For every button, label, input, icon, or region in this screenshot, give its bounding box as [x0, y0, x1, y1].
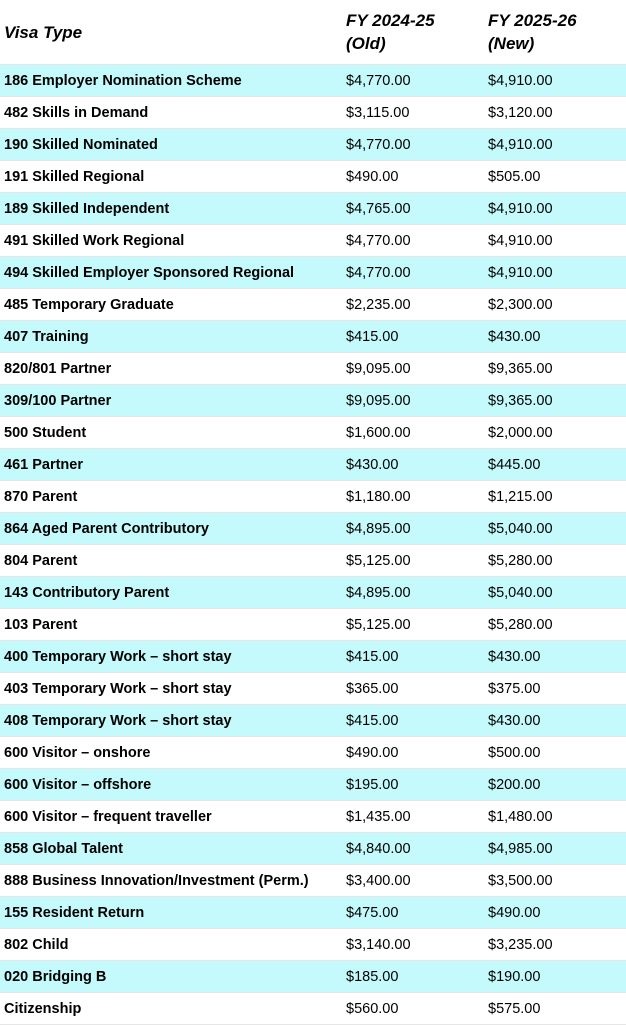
fee-2024-25-cell: $3,140.00 [342, 929, 484, 961]
fee-2024-25-cell: $4,770.00 [342, 257, 484, 289]
header-visa-type: Visa Type [0, 0, 342, 65]
fee-2025-26-cell: $375.00 [484, 673, 626, 705]
fee-2024-25-cell: $4,895.00 [342, 513, 484, 545]
fee-2024-25-cell: $560.00 [342, 993, 484, 1025]
table-row [0, 961, 626, 993]
fee-2025-26-cell: $5,280.00 [484, 609, 626, 641]
fee-2025-26-cell: $3,500.00 [484, 865, 626, 897]
fee-2024-25-cell: $1,600.00 [342, 417, 484, 449]
visa-type-cell: 155 Resident Return [0, 897, 342, 929]
fee-2025-26-cell: $4,910.00 [484, 225, 626, 257]
fee-2024-25-cell: $2,235.00 [342, 289, 484, 321]
fee-2024-25-cell: $365.00 [342, 673, 484, 705]
fee-2024-25-cell: $9,095.00 [342, 385, 484, 417]
visa-type-cell: 600 Visitor – frequent traveller [0, 801, 342, 833]
table-row [0, 513, 626, 545]
fee-2024-25-cell: $1,180.00 [342, 481, 484, 513]
fee-2024-25-cell: $3,115.00 [342, 97, 484, 129]
visa-type-cell: 143 Contributory Parent [0, 577, 342, 609]
visa-type-cell: 494 Skilled Employer Sponsored Regional [0, 257, 342, 289]
visa-type-cell: 864 Aged Parent Contributory [0, 513, 342, 545]
visa-type-cell: 802 Child [0, 929, 342, 961]
fee-2024-25-cell: $4,770.00 [342, 65, 484, 97]
table-row [0, 833, 626, 865]
header-fy-2025-26: FY 2025-26 (New) [484, 0, 626, 65]
table-row [0, 705, 626, 737]
visa-type-cell: 189 Skilled Independent [0, 193, 342, 225]
fee-2025-26-cell: $4,910.00 [484, 129, 626, 161]
table-header-row [0, 0, 626, 65]
table-row [0, 321, 626, 353]
fee-2025-26-cell: $200.00 [484, 769, 626, 801]
fee-2025-26-cell: $4,910.00 [484, 257, 626, 289]
fee-2025-26-cell: $505.00 [484, 161, 626, 193]
fee-2024-25-cell: $4,895.00 [342, 577, 484, 609]
fee-2024-25-cell: $4,770.00 [342, 225, 484, 257]
table-row [0, 65, 626, 97]
visa-type-cell: 400 Temporary Work – short stay [0, 641, 342, 673]
fee-2025-26-cell: $2,000.00 [484, 417, 626, 449]
table-row [0, 193, 626, 225]
visa-type-cell: 600 Visitor – onshore [0, 737, 342, 769]
fee-2025-26-cell: $5,040.00 [484, 513, 626, 545]
visa-type-cell: 186 Employer Nomination Scheme [0, 65, 342, 97]
table-row [0, 417, 626, 449]
table-row [0, 641, 626, 673]
fee-2024-25-cell: $4,765.00 [342, 193, 484, 225]
table-body [0, 65, 626, 1025]
fee-2024-25-cell: $9,095.00 [342, 353, 484, 385]
visa-type-cell: 103 Parent [0, 609, 342, 641]
table-row [0, 865, 626, 897]
visa-type-cell: 858 Global Talent [0, 833, 342, 865]
fee-2025-26-cell: $9,365.00 [484, 385, 626, 417]
fee-2025-26-cell: $190.00 [484, 961, 626, 993]
visa-type-cell: 485 Temporary Graduate [0, 289, 342, 321]
visa-type-cell: 403 Temporary Work – short stay [0, 673, 342, 705]
table-row [0, 161, 626, 193]
fee-2024-25-cell: $415.00 [342, 321, 484, 353]
fee-2024-25-cell: $1,435.00 [342, 801, 484, 833]
visa-type-cell: 804 Parent [0, 545, 342, 577]
table-row [0, 737, 626, 769]
visa-type-cell: 461 Partner [0, 449, 342, 481]
visa-type-cell: Citizenship [0, 993, 342, 1025]
fee-2024-25-cell: $475.00 [342, 897, 484, 929]
fee-2024-25-cell: $415.00 [342, 705, 484, 737]
table-row [0, 129, 626, 161]
table-row [0, 353, 626, 385]
visa-type-cell: 191 Skilled Regional [0, 161, 342, 193]
table-row [0, 673, 626, 705]
fee-2025-26-cell: $430.00 [484, 641, 626, 673]
fee-2025-26-cell: $3,235.00 [484, 929, 626, 961]
fee-2024-25-cell: $430.00 [342, 449, 484, 481]
fee-2024-25-cell: $185.00 [342, 961, 484, 993]
table-row [0, 609, 626, 641]
fee-2024-25-cell: $415.00 [342, 641, 484, 673]
visa-type-cell: 820/801 Partner [0, 353, 342, 385]
table-row [0, 481, 626, 513]
table-row [0, 929, 626, 961]
fee-2025-26-cell: $490.00 [484, 897, 626, 929]
fee-2025-26-cell: $4,910.00 [484, 65, 626, 97]
visa-type-cell: 190 Skilled Nominated [0, 129, 342, 161]
fee-2025-26-cell: $575.00 [484, 993, 626, 1025]
visa-type-cell: 600 Visitor – offshore [0, 769, 342, 801]
fee-2025-26-cell: $430.00 [484, 705, 626, 737]
table-row [0, 801, 626, 833]
fee-2025-26-cell: $3,120.00 [484, 97, 626, 129]
table-row [0, 225, 626, 257]
table-row [0, 545, 626, 577]
visa-type-cell: 309/100 Partner [0, 385, 342, 417]
fee-2025-26-cell: $445.00 [484, 449, 626, 481]
fee-2024-25-cell: $5,125.00 [342, 545, 484, 577]
fee-2025-26-cell: $430.00 [484, 321, 626, 353]
visa-type-cell: 408 Temporary Work – short stay [0, 705, 342, 737]
visa-type-cell: 870 Parent [0, 481, 342, 513]
table-row [0, 97, 626, 129]
fee-2025-26-cell: $1,215.00 [484, 481, 626, 513]
fee-2024-25-cell: $5,125.00 [342, 609, 484, 641]
fee-2025-26-cell: $4,985.00 [484, 833, 626, 865]
fee-2024-25-cell: $490.00 [342, 161, 484, 193]
fee-2024-25-cell: $4,770.00 [342, 129, 484, 161]
fee-2025-26-cell: $5,040.00 [484, 577, 626, 609]
fee-2025-26-cell: $500.00 [484, 737, 626, 769]
header-fy-2024-25: FY 2024-25 (Old) [342, 0, 484, 65]
visa-type-cell: 500 Student [0, 417, 342, 449]
fee-2025-26-cell: $9,365.00 [484, 353, 626, 385]
fee-2024-25-cell: $490.00 [342, 737, 484, 769]
visa-type-cell: 491 Skilled Work Regional [0, 225, 342, 257]
fee-2025-26-cell: $5,280.00 [484, 545, 626, 577]
table-row [0, 449, 626, 481]
fee-2025-26-cell: $2,300.00 [484, 289, 626, 321]
fee-2024-25-cell: $3,400.00 [342, 865, 484, 897]
visa-type-cell: 888 Business Innovation/Investment (Perm.) [0, 865, 342, 897]
table-row [0, 577, 626, 609]
table-row [0, 257, 626, 289]
visa-type-cell: 020 Bridging B [0, 961, 342, 993]
visa-type-cell: 407 Training [0, 321, 342, 353]
table-row [0, 289, 626, 321]
table-row [0, 993, 626, 1025]
table-row [0, 897, 626, 929]
table-row [0, 769, 626, 801]
fee-2024-25-cell: $195.00 [342, 769, 484, 801]
table-row [0, 385, 626, 417]
fee-2025-26-cell: $1,480.00 [484, 801, 626, 833]
fee-2024-25-cell: $4,840.00 [342, 833, 484, 865]
visa-type-cell: 482 Skills in Demand [0, 97, 342, 129]
fee-2025-26-cell: $4,910.00 [484, 193, 626, 225]
